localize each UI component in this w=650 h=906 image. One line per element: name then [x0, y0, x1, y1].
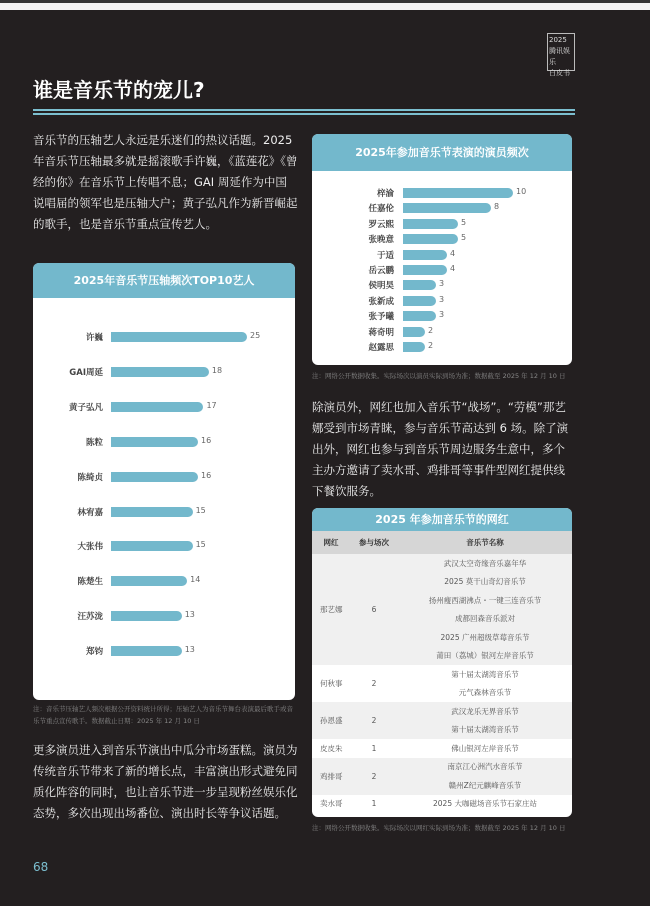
bar-value: 8	[494, 202, 500, 212]
chart-title: 2025年参加音乐节表演的演员频次	[312, 134, 572, 171]
badge-year: 2025	[549, 36, 567, 44]
bar-label: 黄子弘凡	[68, 402, 103, 413]
badge-line1: 腾讯娱乐	[549, 47, 570, 66]
festival-name: 2025 莫干山奇幻音乐节	[398, 573, 572, 592]
festival-name: 佛山银河左岸音乐节	[451, 743, 519, 753]
bar	[111, 367, 209, 377]
bar-value: 13	[184, 610, 195, 620]
bar	[111, 576, 187, 586]
bar-value: 15	[195, 540, 206, 550]
bar-value: 17	[206, 400, 217, 410]
bar-value: 10	[516, 187, 527, 196]
bar	[111, 472, 198, 482]
bar-label: 郑钧	[85, 647, 103, 658]
appearance-count: 1	[371, 743, 377, 753]
festival-name: 2025 广州超级草莓音乐节	[398, 628, 572, 647]
influencer-name: 那艺娜	[312, 554, 350, 665]
bar-value: 16	[201, 470, 212, 480]
festival-name: 赣州Z纪元麒峰音乐节	[398, 776, 572, 795]
bar	[403, 188, 513, 198]
festival-name: 成都回森音乐派对	[398, 610, 572, 629]
actor-chart-note: 注：网络公开数据收集。实际场次以演员实际到场为准；数据截至 2025 年 12 月 10 日	[312, 372, 566, 380]
bar-value: 13	[184, 645, 195, 655]
page-title: 谁是音乐节的宠儿?	[33, 78, 205, 102]
bar	[111, 646, 182, 656]
bar-label: 陈楚生	[77, 577, 103, 588]
table-title: 2025 年参加音乐节的网红	[312, 508, 572, 531]
whitepaper-badge	[547, 33, 575, 77]
bar-label: 陈粒	[85, 437, 103, 448]
bar-value: 2	[428, 341, 434, 350]
actors-paragraph: 更多演员进入到音乐节演出中瓜分市场蛋糕。演员为传统音乐节带来了新的增长点，丰富演出形式避免同质化阵容的同时，也让音乐节进一步呈现粉丝娱乐化态势，多次出现出场番位、演出时长等争议话题。	[33, 743, 298, 820]
col-header: 音乐节名称	[398, 531, 572, 554]
festival-name: 莆田（荔城）银河左岸音乐节	[398, 647, 572, 666]
festival-name: 武汉龙乐无界音乐节	[398, 702, 572, 721]
intro-paragraph: 音乐节的压轴艺人永远是乐迷们的热议话题。2025 年音乐节压轴最多就是摇滚歌手许巍，《蓝莲花》《曾经的你》在音乐节上传唱不息；GAI 周延作为中国说唱届的领军也是压轴大户；黄子弘凡作为新晋崛起的歌手，也是音乐节重点宣传艺人。	[33, 133, 298, 231]
appearance-count: 6	[350, 554, 398, 665]
bar-label: 许巍	[85, 333, 103, 343]
bar	[111, 402, 203, 412]
table-row	[312, 758, 572, 777]
festival-name: 武汉太空奇缘音乐嘉年华	[398, 554, 572, 573]
title-rule-2	[33, 113, 575, 115]
bar	[403, 296, 436, 306]
bar-label: 汪苏泷	[77, 612, 103, 623]
bar	[403, 250, 447, 260]
table-row	[312, 739, 572, 758]
influencer-name: 卖水哥	[320, 799, 343, 809]
bar-value: 3	[439, 279, 445, 289]
bar-label: 岳云鹏	[368, 266, 394, 276]
bar-value: 5	[461, 217, 467, 227]
headliner-chart-note: 注：音乐节压轴艺人频次根据公开资料统计所得；压轴艺人为音乐节舞台表演最后歌手或音乐节重点宣传歌手。数据截止日期：2025 年 12 月 10 日	[33, 705, 293, 725]
bar-label: 张予曦	[368, 312, 394, 323]
bar-value: 3	[439, 310, 445, 320]
bar	[403, 219, 458, 229]
bar-value: 14	[190, 575, 201, 585]
bar-value: 3	[439, 294, 445, 304]
top-band	[0, 0, 650, 10]
appearance-count: 1	[371, 799, 377, 809]
bar	[111, 332, 247, 342]
table-note: 注：网络公开数据收集。实际场次以网红实际到场为准；数据截至 2025 年 12 月 10 日	[312, 824, 566, 832]
festival-name: 南京江心洲汽水音乐节	[398, 758, 572, 777]
bar	[111, 541, 193, 551]
badge-line2: 白皮书	[549, 69, 570, 77]
col-header: 网红	[312, 531, 350, 554]
influencer-table-card	[312, 508, 572, 817]
bar-value: 4	[450, 264, 456, 273]
bar-label: 赵露思	[368, 343, 394, 353]
bar-value: 5	[461, 233, 467, 243]
bar-value: 16	[201, 435, 212, 445]
bar	[111, 507, 193, 517]
appearance-count: 2	[350, 702, 398, 739]
table-row	[312, 702, 572, 721]
actor-chart-card	[312, 134, 572, 365]
table-row	[312, 665, 572, 684]
bar	[111, 611, 182, 621]
bar	[403, 203, 491, 213]
influencer-name: 鸡排哥	[312, 758, 350, 795]
appearance-count: 2	[371, 679, 377, 688]
festival-name: 扬州瘦西湖沸点・一键三连音乐节	[398, 591, 572, 610]
headliner-chart-card	[33, 263, 295, 700]
bar-value: 18	[211, 365, 223, 375]
influencer-name: 皮皮朱	[320, 743, 343, 753]
bar-label: 任嘉伦	[368, 204, 394, 215]
bar	[403, 327, 425, 337]
bar-label: 梓渝	[376, 189, 394, 199]
bar	[403, 265, 447, 275]
bar-label: 侯明昊	[368, 281, 394, 292]
bar-label: GAI周延	[69, 367, 103, 378]
table-row	[312, 795, 572, 814]
title-rule	[33, 109, 575, 111]
bar-label: 张晚意	[368, 235, 394, 246]
influencer-paragraph: 除演员外，网红也加入音乐节“战场”。“劳模”那艺娜受到市场青睐，参与音乐节高达到 6 场。除了演出外，网红也参与到音乐节周边服务生意中，多个主办方邀请了卖水哥、鸡排哥等事件型网红提供线下餐饮服务。	[312, 400, 569, 498]
bar	[111, 437, 198, 447]
bar-label: 陈绮贞	[77, 472, 103, 483]
bar-label: 罗云熙	[368, 219, 394, 230]
bar	[403, 342, 425, 352]
bar-label: 于适	[376, 250, 394, 261]
festival-name: 第十届太湖湾音乐节	[451, 669, 519, 679]
festival-name: 2025 大咖磁场音乐节石家庄站	[433, 799, 537, 809]
bar-label: 蒋奇明	[368, 327, 394, 338]
bar-label: 张新成	[368, 296, 394, 307]
bar	[403, 311, 436, 321]
bar-label: 林宥嘉	[77, 507, 103, 518]
bar-value: 15	[195, 505, 206, 515]
col-header: 参与场次	[350, 531, 398, 554]
bar-label: 大张伟	[77, 542, 103, 553]
page-number: 68	[33, 860, 49, 874]
influencer-name: 何秋事	[320, 679, 343, 688]
bar	[403, 234, 458, 244]
festival-name: 元气森林音乐节	[458, 688, 512, 698]
appearance-count: 2	[350, 758, 398, 795]
influencer-name: 孙恩盛	[312, 702, 350, 739]
bar-value: 25	[250, 331, 261, 340]
bar	[403, 280, 436, 290]
table-row	[312, 554, 572, 573]
festival-name: 第十届太湖湾音乐节	[398, 721, 572, 740]
bar-value: 2	[428, 325, 434, 335]
bar-value: 4	[450, 248, 456, 258]
chart-title: 2025年音乐节压轴频次TOP10艺人	[33, 263, 295, 298]
influencer-table	[312, 531, 572, 813]
